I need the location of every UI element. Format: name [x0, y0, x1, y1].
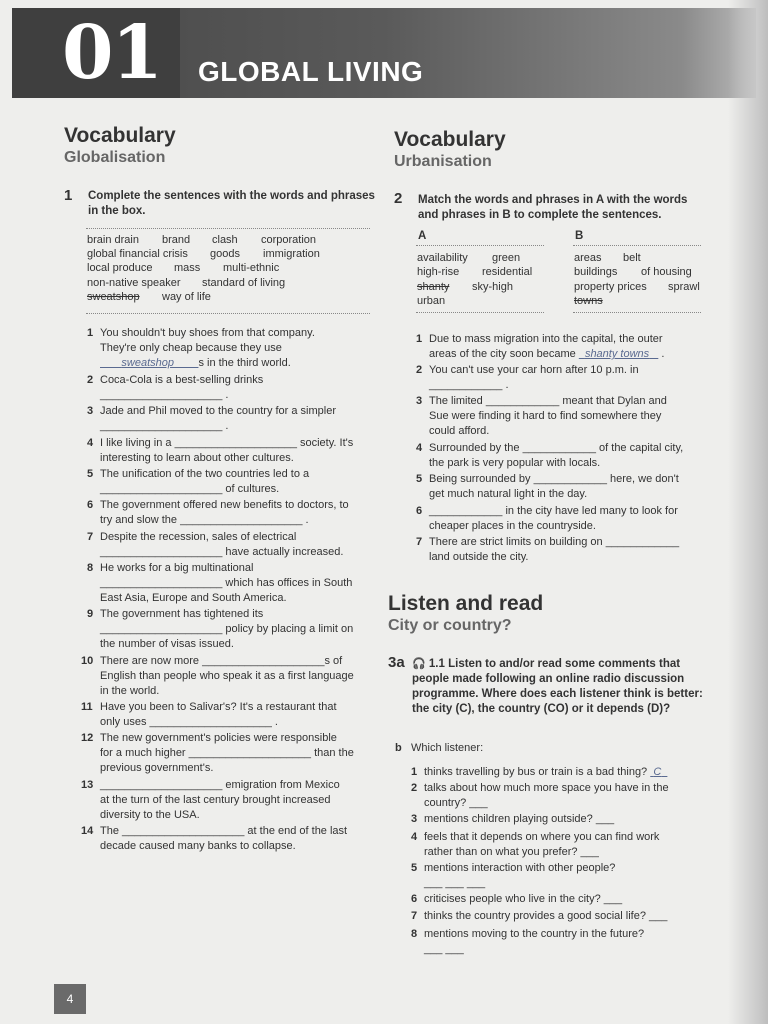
unit-title: GLOBAL LIVING: [198, 56, 424, 87]
word-box-item: global financial crisis: [87, 248, 188, 260]
exercise-part-label: b: [395, 742, 402, 754]
list-item: 7 Despite the recession, sales of electrical ____________________ have actually increased.: [87, 531, 344, 558]
column-b-box: areas belt buildings of housing property prices sprawl towns: [573, 245, 701, 313]
exercise-instruction: Match the words and phrases in A with the words and phrases in B to complete the sentences.: [418, 194, 688, 221]
list-item: 11 Have you been to Salivar's? It's a restaurant that only uses ____________________ .: [81, 701, 337, 728]
headphones-icon: 🎧: [412, 658, 426, 670]
list-item: 2 You can't use your car horn after 10 p.m. in ____________ .: [416, 364, 639, 391]
left-section-subtitle: Globalisation: [64, 149, 166, 166]
list-item: 9 The government has tightened its ____________________ policy by placing a limit on the number of visas issued.: [87, 608, 354, 650]
word-box-item: clash: [212, 234, 238, 246]
list-item: 5 mentions interaction with other people? ___ ___ ___: [411, 862, 616, 889]
filled-answer: C: [653, 766, 662, 778]
right-section-title: Vocabulary: [394, 128, 506, 151]
word-box-item-used: sweatshop: [87, 291, 140, 303]
word-box-item: mass: [174, 262, 201, 274]
exercise-number: 3a: [388, 654, 405, 671]
right-section-subtitle: Urbanisation: [394, 153, 492, 170]
word-box-item: corporation: [261, 234, 317, 246]
word-box: [86, 228, 370, 314]
list-item: 5 Being surrounded by ____________ here, we don't get much natural light in the day.: [416, 473, 679, 500]
list-item: 4 feels that it depends on where you can find work rather than on what you prefer? ___: [411, 831, 660, 858]
exercise-instruction: Complete the sentences with the words and phrases in the box.: [88, 190, 375, 217]
exercise-part-intro: Which listener:: [411, 742, 484, 754]
page-fold-shadow: [728, 0, 768, 1024]
list-item: 5 The unification of the two countries led to a ____________________ of cultures.: [87, 468, 310, 495]
word-box-item: goods: [210, 248, 240, 260]
list-item: 8 He works for a big multinational ____________________ which has offices in South East Asia, Europe and South America.: [87, 562, 353, 604]
word-box-item: way of life: [162, 291, 211, 303]
filled-answer: shanty towns: [584, 348, 650, 360]
list-item: 2 talks about how much more space you have in the country? ___: [411, 782, 669, 809]
word-box-item: standard of living: [202, 277, 286, 289]
list-item: 13 ____________________ emigration from Mexico at the turn of the last century brought increased diversity to the USA.: [81, 779, 340, 821]
word-box-item-used: shanty: [417, 281, 450, 293]
list-item: 6 ____________ in the city have led many to look for cheaper places in the countryside.: [416, 505, 678, 532]
page-number: 4: [54, 984, 86, 1014]
exercise-number: 1: [64, 187, 73, 204]
left-section-title: Vocabulary: [64, 124, 176, 147]
word-box-item-used: towns: [574, 295, 603, 307]
list-item: 3 The limited ____________ meant that Dylan and Sue were finding it hard to find somewhere they could afford.: [416, 395, 667, 437]
list-item: 7 There are strict limits on building on ____________ land outside the city.: [416, 536, 680, 563]
list-item: 12 The new government's policies were responsible for a much higher ____________________ than the previous government's.: [81, 732, 354, 774]
word-box-item: brand: [162, 234, 191, 246]
column-a-label: A: [418, 230, 427, 242]
listen-section-title: Listen and read: [388, 592, 544, 615]
list-item: 7 thinks the country provides a good social life? ___: [411, 910, 668, 922]
listen-section-subtitle: City or country?: [388, 617, 512, 634]
exercise-number: 2: [394, 190, 403, 207]
list-item: 4 Surrounded by the ____________ of the capital city, the park is very popular with locals.: [416, 442, 684, 469]
word-box-item: local produce: [87, 262, 153, 274]
list-item: 2 Coca-Cola is a best-selling drinks ____________________ .: [87, 374, 264, 401]
listen-instruction: 🎧 1.1 Listen to and/or read some comments that people made following an online radio discussion programme. Where does each listener think is better: the city (C), the country (CO) or it depends (D)?: [412, 658, 703, 715]
list-item: 1 Due to mass migration into the capital, the outer areas of the city soon became shanty towns .: [416, 333, 665, 360]
filled-answer: sweatshop: [121, 357, 174, 369]
list-item: 3 Jade and Phil moved to the country for a simpler ____________________ .: [87, 405, 337, 432]
list-item: 3 mentions children playing outside? ___: [411, 813, 615, 825]
list-item: 14 The ____________________ at the end of the last decade caused many banks to collapse.: [81, 825, 348, 852]
word-box-item: multi-ethnic: [223, 262, 280, 274]
list-item: 1 You shouldn't buy shoes from that company. They're only cheap because they use sweatshop s in the third world.: [87, 327, 315, 369]
unit-number: 01: [62, 10, 161, 96]
list-item: 6 The government offered new benefits to doctors, to try and slow the ____________________ .: [87, 499, 349, 526]
word-box-item: immigration: [263, 248, 320, 260]
list-item: 1 thinks travelling by bus or train is a bad thing? C: [424, 765, 709, 780]
list-item: 10 There are now more ____________________s of English than people who speak it as a first language in the world.: [81, 655, 354, 697]
list-item: 8 mentions moving to the country in the future? ___ ___: [411, 928, 645, 955]
column-b-label: B: [575, 230, 584, 242]
word-box-item: non-native speaker: [87, 277, 181, 289]
list-item: 6 criticises people who live in the city? ___: [411, 893, 623, 905]
word-box-item: brain drain: [87, 234, 139, 246]
list-item: 4 I like living in a ____________________ society. It's interesting to learn about other cultures.: [87, 437, 354, 464]
column-a-box: availability green high-rise residential shanty sky-high urban: [416, 245, 544, 313]
